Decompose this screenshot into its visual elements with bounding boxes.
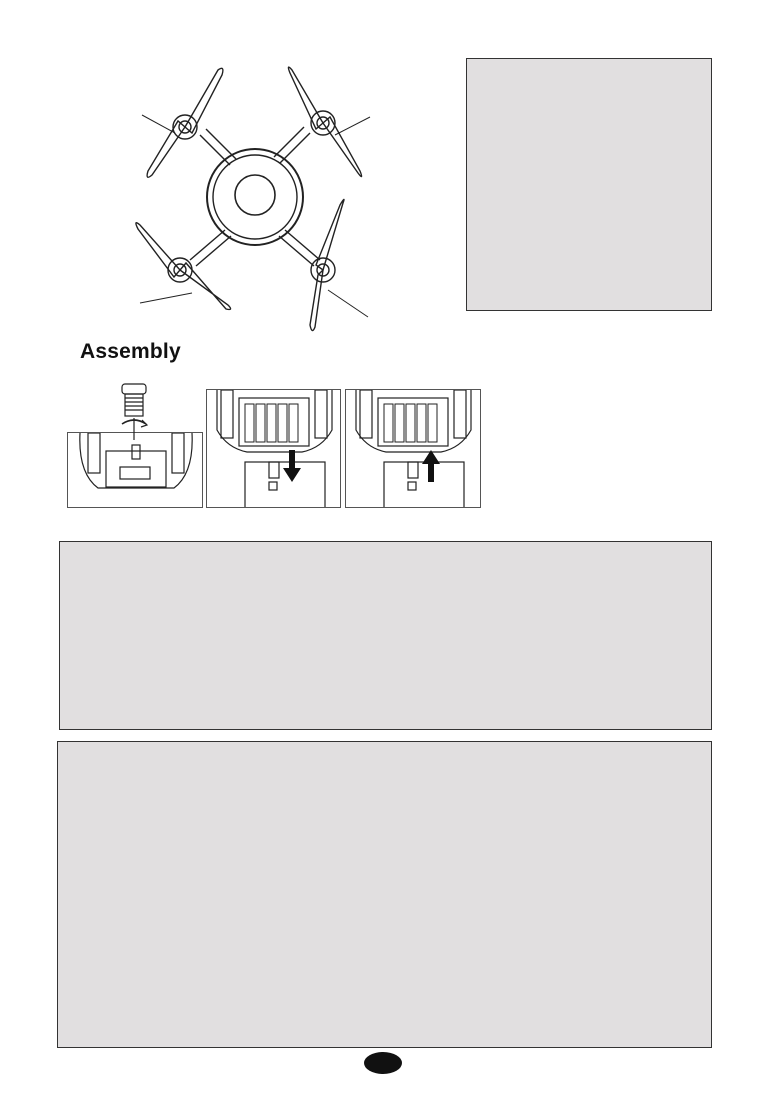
info-panel-bottom	[57, 741, 712, 1048]
section-heading: Assembly	[80, 340, 181, 363]
drone-top-view-illustration	[130, 55, 380, 335]
screw-camera-icon	[116, 382, 152, 442]
info-panel-right	[466, 58, 712, 311]
assembly-step-3-figure	[345, 389, 481, 508]
page-number-badge	[364, 1052, 402, 1074]
assembly-step-1-figure	[67, 432, 203, 508]
info-panel-middle	[59, 541, 712, 730]
assembly-step-2-figure	[206, 389, 341, 508]
